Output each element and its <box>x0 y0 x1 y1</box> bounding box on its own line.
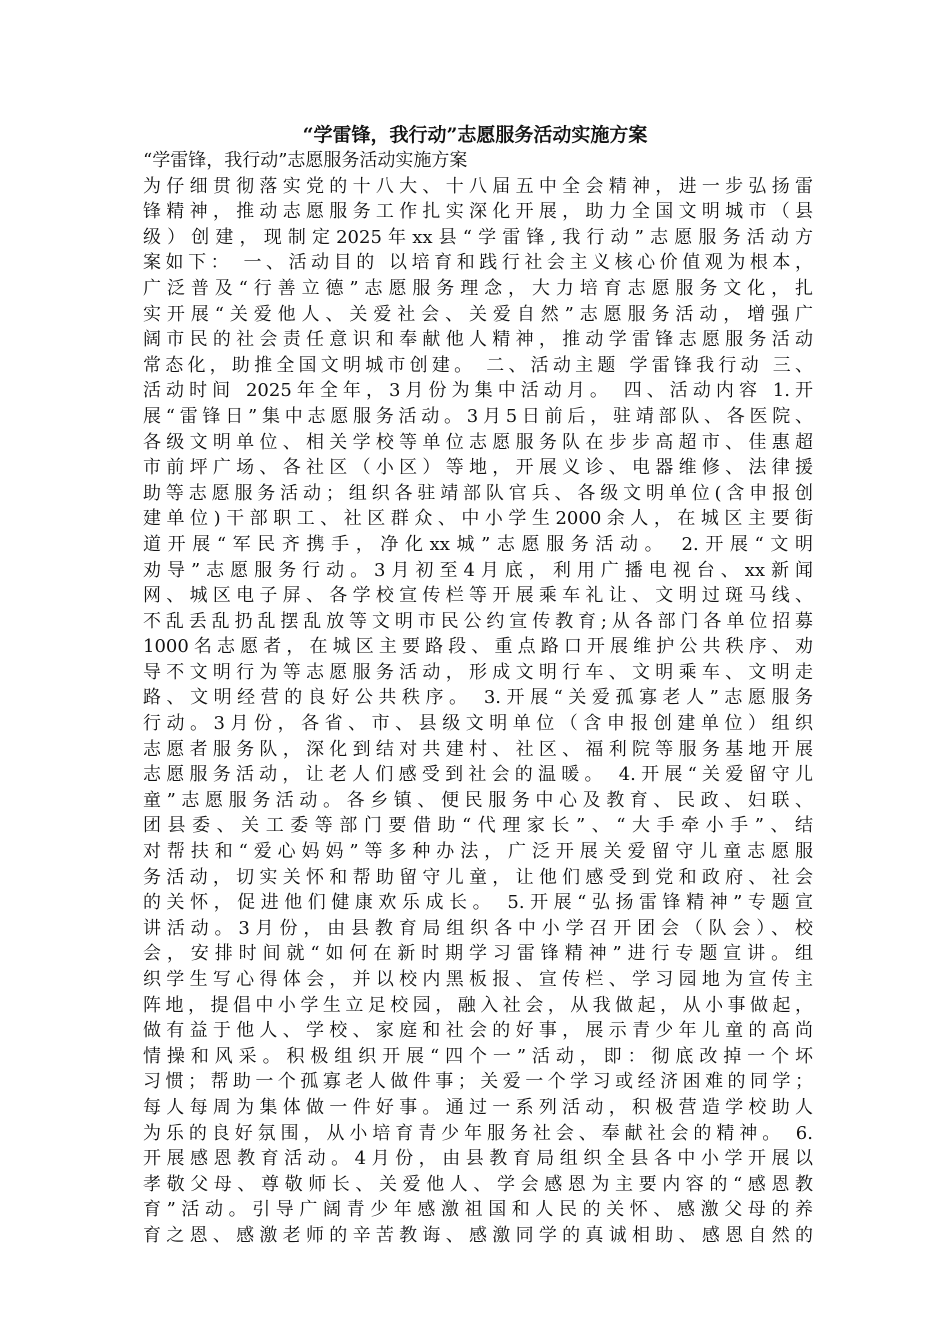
document-line: 志愿服务活动，让老人们感受到社会的温暖。 4.开展“关爱留守儿 <box>143 764 813 786</box>
document-line: 不乱丢乱扔乱摆乱放等文明市民公约宣传教育;从各部门各单位招募 <box>143 610 813 632</box>
document-line: 团县委、关工委等部门要借助“代理家长”、“大手牵小手”、结 <box>143 815 813 837</box>
document-line: 广泛普及“行善立德”志愿服务理念，大力培育志愿服务文化，扎 <box>143 277 813 299</box>
document-line: 路、文明经营的良好公共秩序。 3.开展“关爱孤寡老人”志愿服务 <box>143 687 813 709</box>
document-line: 导不文明行为等志愿服务活动，形成文明行车、文明乘车、文明走 <box>143 661 813 683</box>
document-line: 市前坪广场、各社区（小区）等地，开展义诊、电器维修、法律援 <box>143 457 813 479</box>
document-line: 展“雷锋日”集中志愿服务活动。3月5日前后，驻靖部队、各医院、 <box>143 405 813 427</box>
document-line: 道开展“军民齐携手，净化xx城”志愿服务活动。 2.开展“文明 <box>143 533 813 555</box>
document-line: 的关怀，促进他们健康欢乐成长。 5.开展“弘扬雷锋精神”专题宣 <box>143 892 813 914</box>
document-line: 童”志愿服务活动。各乡镇、便民服务中心及教育、民政、妇联、 <box>143 789 813 811</box>
document-line: 务活动，切实关怀和帮助留守儿童，让他们感受到党和政府、社会 <box>143 866 813 888</box>
document-line: 讲活动。3月份，由县教育局组织各中小学召开团会（队会）、校 <box>143 917 813 939</box>
document-line: 织学生写心得体会，并以校内黑板报、宣传栏、学习园地为宣传主 <box>143 969 813 990</box>
document-line: 活动时间 2025年全年，3月份为集中活动月。 四、活动内容 1.开 <box>143 380 813 402</box>
document-line: 1000名志愿者，在城区主要路段、重点路口开展维护公共秩序、劝 <box>143 636 813 658</box>
document-line: 志愿者服务队，深化到结对共建村、社区、福利院等服务基地开展 <box>143 738 813 760</box>
document-line: 劝导”志愿服务行动。3月初至4月底，利用广播电视台、xx新闻 <box>143 559 813 581</box>
document-line: 常态化，助推全国文明城市创建。 二、活动主题 学雷锋我行动 三、 <box>143 354 813 376</box>
document-line: 各级文明单位、相关学校等单位志愿服务队在步步高超市、佳惠超 <box>143 431 813 453</box>
document-line: 习惯；帮助一个孤寡老人做件事；关爱一个学习或经济困难的同学； <box>143 1071 813 1093</box>
document-line: 为乐的良好氛围，从小培育青少年服务社会、奉献社会的精神。 6. <box>143 1122 813 1144</box>
document-line: 阵地，提倡中小学生立足校园，融入社会，从我做起，从小事做起， <box>143 994 813 1016</box>
document-line: 会，安排时间就“如何在新时期学习雷锋精神”进行专题宣讲。组 <box>143 943 813 965</box>
document-line: 锋精神，推动志愿服务工作扎实深化开展，助力全国文明城市（县 <box>143 201 813 223</box>
document-line: 行动。3月份，各省、市、县级文明单位（含申报创建单位）组织 <box>143 713 813 735</box>
document-line: 案如下： 一、活动目的 以培育和践行社会主义核心价值观为根本， <box>143 252 813 274</box>
document-line: 育之恩、感激老师的辛苦教诲、感激同学的真诚相助、感恩自然的 <box>143 1224 813 1246</box>
document-line: 实开展“关爱他人、关爱社会、关爱自然”志愿服务活动，增强广 <box>143 303 813 325</box>
document-line: 助等志愿服务活动；组织各驻靖部队官兵、各级文明单位(含申报创 <box>143 482 813 504</box>
document-line: 开展感恩教育活动。4月份，由县教育局组织全县各中小学开展以 <box>143 1148 813 1170</box>
document-line: 做有益于他人、学校、家庭和社会的好事，展示青少年儿童的高尚 <box>143 1020 813 1042</box>
document-line: 每人每周为集体做一件好事。通过一系列活动，积极营造学校助人 <box>143 1096 813 1118</box>
document-line: 级）创建，现制定2025年xx县“学雷锋,我行动”志愿服务活动方 <box>143 226 813 248</box>
document-line: 网、城区电子屏、各学校宣传栏等开展乘车礼让、文明过斑马线、 <box>143 585 813 607</box>
document-line: “学雷锋，我行动”志愿服务活动实施方案 <box>143 150 468 171</box>
document-line: 育”活动。引导广阔青少年感激祖国和人民的关怀、感激父母的养 <box>143 1199 813 1221</box>
document-line: 情操和风采。积极组织开展“四个一”活动，即：彻底改掉一个坏 <box>143 1045 813 1067</box>
document-line: 对帮扶和“爱心妈妈”等多种办法，广泛开展关爱留守儿童志愿服 <box>143 841 813 863</box>
document-title: “学雷锋，我行动”志愿服务活动实施方案 <box>302 124 648 146</box>
document-body <box>143 148 813 1249</box>
document-line: 孝敬父母、尊敬师长、关爱他人、学会感恩为主要内容的“感恩教 <box>143 1173 813 1195</box>
document-line: 阔市民的社会责任意识和奉献他人精神，推动学雷锋志愿服务活动 <box>143 329 813 351</box>
document-line: 建单位)干部职工、社区群众、中小学生2000余人，在城区主要街 <box>143 508 813 530</box>
document-line: 为仔细贯彻落实党的十八大、十八届五中全会精神，进一步弘扬雷 <box>143 175 813 197</box>
